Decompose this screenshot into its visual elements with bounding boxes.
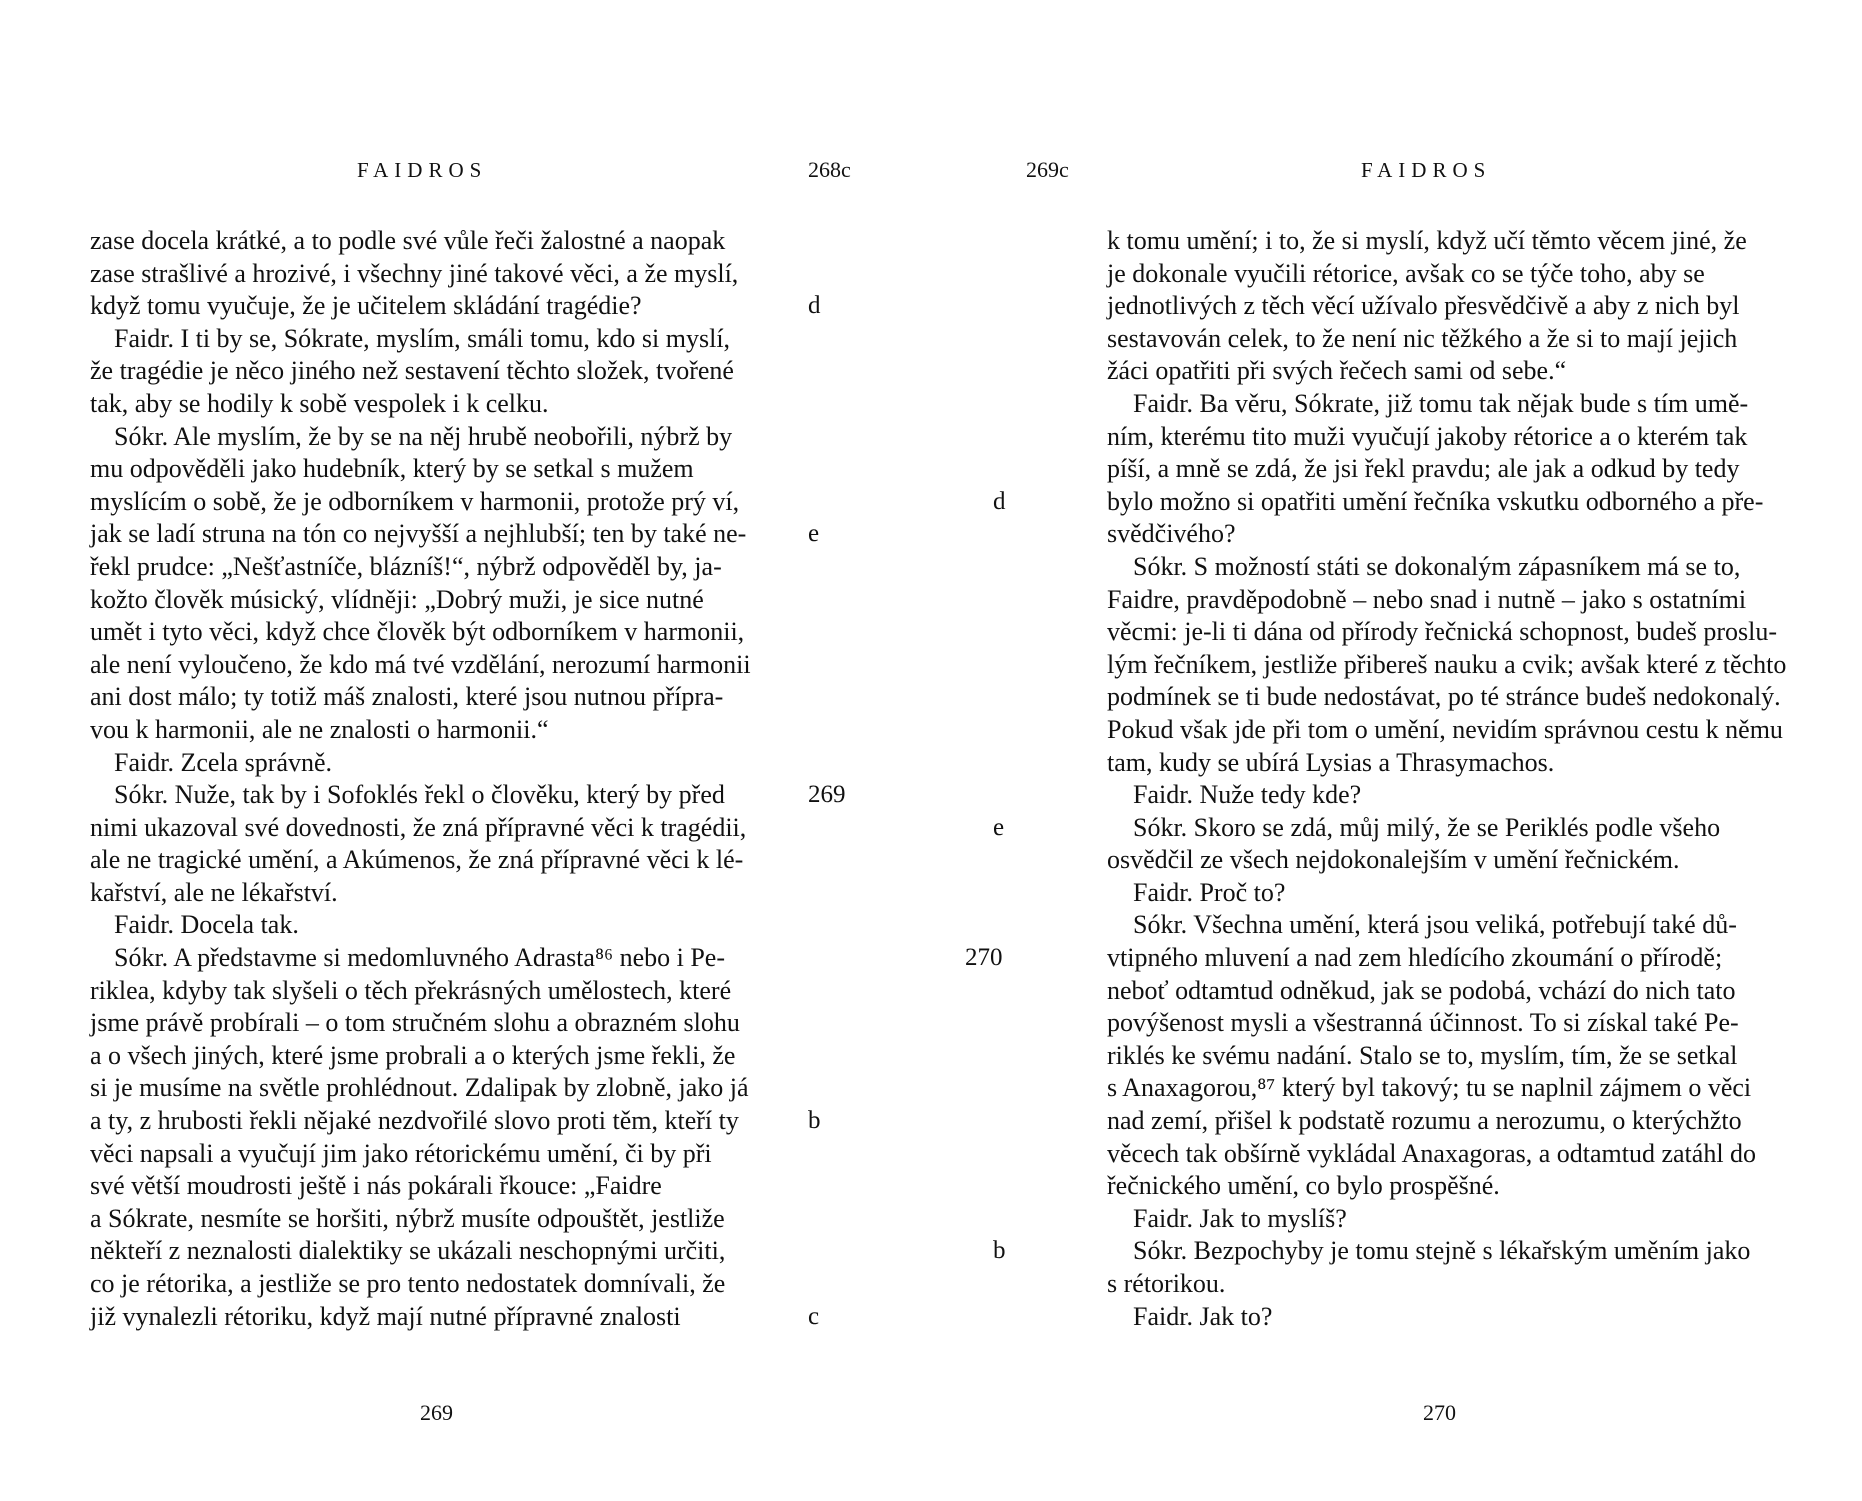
line-text: zase strašlivé a hrozivé, i všechny jiné takové věci, a že myslí, — [90, 258, 739, 288]
text-line — [1107, 1072, 1797, 1105]
text-line — [1107, 1301, 1797, 1334]
text-line — [90, 1170, 780, 1203]
text-line — [90, 1268, 780, 1301]
text-line — [1107, 681, 1797, 714]
text-block — [90, 225, 846, 1333]
text-line — [1107, 616, 1797, 649]
line-text: Sókr. Ale myslím, že by se na něj hrubě neobořili, nýbrž by — [114, 421, 733, 451]
line-text: řekl prudce: „Nešťastníče, blázníš!“, nýbrž odpověděl by, ja- — [90, 551, 722, 581]
text-line — [90, 812, 780, 845]
text-line — [1107, 225, 1797, 258]
page-number: 270 — [1423, 1400, 1456, 1425]
right-page — [931, 0, 1862, 1501]
text-line — [1107, 1170, 1797, 1203]
line-text: vtipného mluvení a nad zem hledícího zkoumání o přírodě; — [1107, 943, 1723, 973]
line-text: Sókr. S možností státi se dokonalým zápasníkem má se to, — [1133, 551, 1741, 581]
line-text: Faidr. Ba věru, Sókrate, již tomu tak nějak bude s tím umě- — [1133, 388, 1749, 418]
line-text: ním, kterému tito muži vyučují jakoby rétorice a o kterém tak — [1107, 421, 1748, 451]
line-text: osvědčil ze všech nejdokonalejším v umění řečnickém. — [1107, 845, 1680, 875]
text-line — [90, 323, 780, 356]
line-text: si je musíme na světle prohlédnout. Zdalipak by zlobně, jako já — [90, 1073, 749, 1103]
line-text: zase docela krátké, a to podle své vůle řeči žalostné a naopak — [90, 226, 726, 255]
line-text: a o všech jiných, které jsme probrali a o kterých jsme řekli, že — [90, 1040, 736, 1070]
text-line — [90, 225, 780, 258]
line-text: tak, aby se hodily k sobě vespolek i k celku. — [90, 388, 549, 418]
line-text: Faidr. Jak to? — [1133, 1301, 1273, 1331]
line-text: umět i tyto věci, když chce člověk být odborníkem v harmonii, — [90, 617, 745, 647]
line-text: když tomu vyučuje, že je učitelem skládání tragédie? — [90, 291, 642, 321]
text-line — [90, 714, 780, 747]
text-line — [90, 877, 780, 910]
line-text: s rétorikou. — [1107, 1269, 1226, 1298]
line-text: kožto člověk músický, vlídněji: „Dobrý muži, je sice nutné — [90, 584, 704, 614]
text-line — [1107, 584, 1797, 617]
line-text: Faidre, pravděpodobně – nebo snad i nutně – jako s ostatními — [1107, 584, 1747, 614]
line-text: co je rétorika, a jestliže se pro tento nedostatek domnívali, že — [90, 1269, 726, 1298]
text-line — [90, 421, 780, 454]
stephanus-margin-marker: e — [808, 520, 820, 548]
text-line — [1107, 453, 1797, 486]
text-line — [1107, 1007, 1797, 1040]
line-text: Faidr. I ti by se, Sókrate, myslím, smáli tomu, kdo si myslí, — [114, 323, 731, 353]
text-line — [90, 747, 780, 780]
line-text: věcech tak obšírně vykládal Anaxagoras, a odtamtud zatáhl do — [1107, 1138, 1757, 1168]
text-line — [1107, 258, 1797, 291]
line-text: riklea, kdyby tak slyšeli o těch překrásných umělostech, které — [90, 975, 732, 1005]
text-line — [90, 355, 780, 388]
text-line — [90, 975, 780, 1008]
line-text: jak se ladí struna na tón co nejvyšší a nejhlubší; ten by také ne- — [90, 519, 747, 549]
line-text: ani dost málo; ty totiž máš znalosti, které jsou nutnou přípra- — [90, 682, 724, 712]
line-text: je dokonale vyučili rétorice, avšak co se týče toho, aby se — [1107, 258, 1705, 288]
line-text: sestavován celek, to že není nic těžkého a že si to mají jejich — [1107, 323, 1738, 353]
text-line — [90, 388, 780, 421]
text-line — [1107, 518, 1797, 551]
line-text: žáci opatřiti při svých řečech sami od sebe.“ — [1107, 356, 1567, 386]
line-text: nad zemí, přišel k podstatě rozumu a nerozumu, o kterýchžto — [1107, 1106, 1742, 1136]
line-text: Sókr. Nuže, tak by i Sofoklés řekl o člověku, který by před — [114, 780, 725, 810]
text-line — [1107, 1138, 1797, 1171]
line-text: s Anaxagorou,⁸⁷ který byl takový; tu se naplnil zájmem o věci — [1107, 1073, 1752, 1103]
running-title: FAIDROS — [1361, 158, 1492, 182]
text-line — [90, 584, 780, 617]
text-line — [90, 1105, 821, 1138]
text-line — [90, 290, 821, 323]
text-line — [90, 258, 780, 291]
stephanus-margin-marker: d — [808, 292, 821, 320]
text-line — [993, 812, 1797, 845]
stephanus-margin-marker: b — [808, 1107, 821, 1135]
text-line — [1107, 551, 1797, 584]
text-line — [90, 909, 780, 942]
line-text: Faidr. Docela tak. — [114, 910, 299, 940]
line-text: podmínek se ti bude nedostávat, po té stránce budeš nedokonalý. — [1107, 682, 1781, 712]
line-text: mu odpověděli jako hudebník, který by se setkal s mužem — [90, 454, 694, 484]
line-text: myslícím o sobě, že je odborníkem v harmonii, protože prý ví, — [90, 486, 740, 516]
text-line — [1107, 421, 1797, 454]
text-line — [1107, 779, 1797, 812]
text-line — [1107, 649, 1797, 682]
text-line — [90, 1138, 780, 1171]
text-line — [90, 1203, 780, 1236]
text-line — [1107, 714, 1797, 747]
text-line — [90, 486, 780, 519]
text-line — [90, 1072, 780, 1105]
page-number: 269 — [420, 1400, 453, 1425]
text-line — [1107, 747, 1797, 780]
line-text: ale není vyloučeno, že kdo má tvé vzdělání, nerozumí harmonii — [90, 649, 751, 679]
line-text: povýšenost mysli a všestranná účinnost. To si získal také Pe- — [1107, 1008, 1739, 1038]
line-text: Faidr. Proč to? — [1133, 877, 1286, 907]
line-text: věcmi: je-li ti dána od přírody řečnická schopnost, budeš proslu- — [1107, 617, 1778, 647]
line-text: ale ne tragické umění, a Akúmenos, že zná přípravné věci k lé- — [90, 845, 744, 875]
text-line — [90, 551, 780, 584]
text-line — [90, 453, 780, 486]
stephanus-margin-marker: 269 — [808, 781, 846, 809]
text-line — [993, 486, 1797, 519]
text-line — [1107, 975, 1797, 1008]
stephanus-header: 269c — [1026, 157, 1069, 182]
text-line — [90, 649, 780, 682]
line-text: že tragédie je něco jiného než sestavení těchto složek, tvořené — [90, 356, 734, 386]
text-line — [965, 942, 1797, 975]
stephanus-margin-marker: d — [993, 487, 1006, 515]
line-text: a Sókrate, nesmíte se horšiti, nýbrž musíte odpouštět, jestliže — [90, 1203, 725, 1233]
text-line — [1107, 844, 1797, 877]
text-line — [90, 518, 820, 551]
text-line — [993, 1235, 1797, 1268]
line-text: jsme právě probírali – o tom stručném slohu a obrazném slohu — [90, 1008, 740, 1038]
stephanus-margin-marker: e — [993, 813, 1005, 841]
stephanus-margin-marker: c — [808, 1302, 820, 1330]
line-text: Faidr. Nuže tedy kde? — [1133, 780, 1362, 810]
line-text: kařství, ale ne lékařství. — [90, 877, 338, 907]
line-text: někteří z neznalosti dialektiky se ukázali neschopnými určiti, — [90, 1236, 726, 1266]
line-text: Sókr. Všechna umění, která jsou veliká, potřebují také dů- — [1133, 910, 1737, 940]
text-line — [90, 1235, 780, 1268]
line-text: Sókr. Bezpochyby je tomu stejně s lékařským uměním jako — [1133, 1236, 1751, 1266]
line-text: svědčivého? — [1107, 519, 1236, 549]
line-text: bylo možno si opatřiti umění řečníka vskutku odborného a pře- — [1107, 486, 1764, 516]
line-text: lým řečníkem, jestliže přibereš nauku a cvik; avšak které z těchto — [1107, 649, 1787, 679]
line-text: věci napsali a vyučují jim jako rétorickému umění, či by při — [90, 1138, 712, 1168]
text-line — [1107, 388, 1797, 421]
line-text: Pokud však jde při tom o umění, nevidím správnou cestu k němu — [1107, 714, 1783, 744]
text-line — [1107, 1268, 1797, 1301]
line-text: riklés ke svému nadání. Stalo se to, myslím, tím, že se setkal — [1107, 1040, 1738, 1070]
text-line — [90, 779, 846, 812]
line-text: Faidr. Jak to myslíš? — [1133, 1203, 1347, 1233]
line-text: řečnického umění, co bylo prospěšné. — [1107, 1171, 1500, 1201]
text-line — [1107, 1040, 1797, 1073]
text-line — [90, 942, 780, 975]
text-line — [90, 616, 780, 649]
text-line — [1107, 323, 1797, 356]
text-line — [1107, 1105, 1797, 1138]
line-text: již vynalezli rétoriku, když mají nutné přípravné znalosti — [90, 1301, 681, 1331]
line-text: jednotlivých z těch věcí užívalo přesvědčivě a aby z nich byl — [1107, 291, 1740, 321]
line-text: a ty, z hrubosti řekli nějaké nezdvořilé slovo proti těm, kteří ty — [90, 1106, 739, 1136]
text-line — [90, 1040, 780, 1073]
stephanus-margin-marker: 270 — [965, 944, 1003, 972]
text-line — [90, 1301, 820, 1334]
text-line — [1107, 877, 1797, 910]
text-block — [965, 225, 1797, 1333]
line-text: k tomu umění; i to, že si myslí, když učí těmto věcem jiné, že — [1107, 226, 1747, 255]
text-line — [90, 1007, 780, 1040]
text-line — [1107, 355, 1797, 388]
text-line — [1107, 909, 1797, 942]
line-text: Faidr. Zcela správně. — [114, 747, 333, 777]
line-text: své větší moudrosti ještě i nás pokárali řkouce: „Faidre — [90, 1171, 662, 1201]
line-text: Sókr. A představme si medomluvného Adrasta⁸⁶ nebo i Pe- — [114, 943, 725, 973]
line-text: píší, a mně se zdá, že jsi řekl pravdu; ale jak a odkud by tedy — [1107, 454, 1740, 484]
line-text: Sókr. Skoro se zdá, můj milý, že se Periklés podle všeho — [1133, 812, 1721, 842]
text-line — [1107, 1203, 1797, 1236]
line-text: vou k harmonii, ale ne znalosti o harmonii.“ — [90, 714, 549, 744]
text-line — [1107, 290, 1797, 323]
text-line — [90, 681, 780, 714]
line-text: tam, kudy se ubírá Lysias a Thrasymachos. — [1107, 747, 1555, 777]
running-title: FAIDROS — [357, 158, 488, 182]
stephanus-margin-marker: b — [993, 1237, 1006, 1265]
line-text: neboť odtamtud odněkud, jak se podobá, vchází do nich tato — [1107, 975, 1736, 1005]
line-text: nimi ukazoval své dovednosti, že zná přípravné věci k tragédii, — [90, 812, 747, 842]
text-line — [90, 844, 780, 877]
stephanus-header: 268c — [808, 157, 851, 182]
